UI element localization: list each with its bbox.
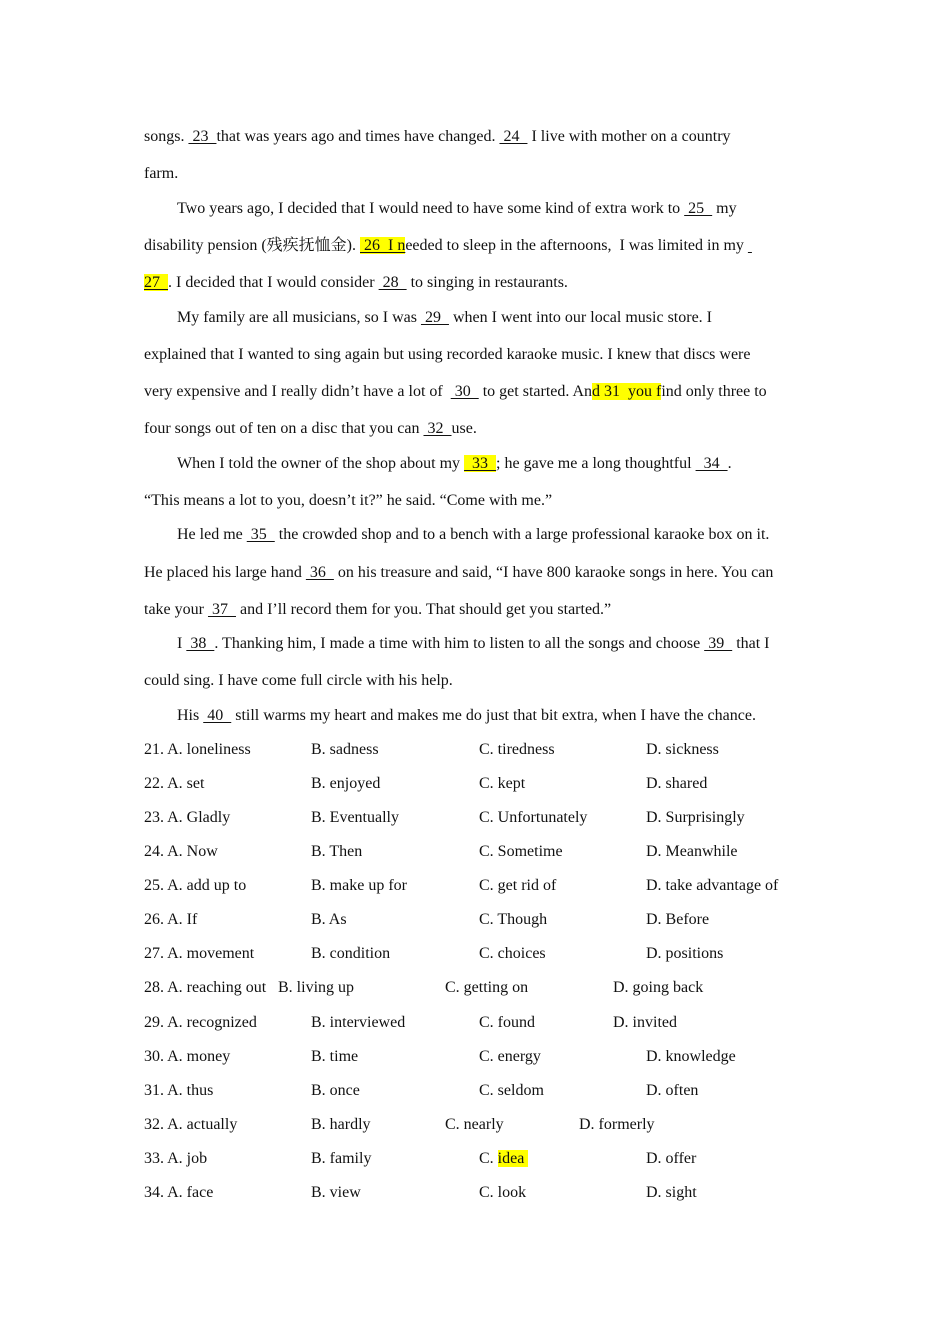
passage-line: Two years ago, I decided that I would need to have some kind of extra work to 25 my — [177, 200, 737, 217]
option-text: D. offer — [646, 1150, 697, 1167]
blank-32: 32 — [423, 420, 452, 437]
option-text: D. shared — [646, 775, 708, 792]
option-text: 25. A. add up to — [144, 877, 247, 894]
option-text: 30. A. money — [144, 1048, 231, 1065]
option-text: D. sickness — [646, 741, 719, 758]
option-text: D. often — [646, 1082, 699, 1099]
blank-26: 26 I n — [360, 237, 406, 254]
option-text: B. enjoyed — [311, 775, 381, 792]
option-text: C. found — [479, 1014, 535, 1031]
passage-line: disability pension (残疾抚恤金). 26 I needed to sleep in the afternoons, I was limited in my — [144, 237, 748, 254]
option-text: D. knowledge — [646, 1048, 736, 1065]
option-text: 32. A. actually — [144, 1116, 238, 1133]
option-text: B. view — [311, 1184, 361, 1201]
blank-31: d 31 you f — [592, 383, 662, 400]
option-text: C. seldom — [479, 1082, 544, 1099]
option-text: C. choices — [479, 945, 546, 962]
blank-40: 40 — [203, 707, 232, 724]
option-text: D. sight — [646, 1184, 697, 1201]
option-text: B. hardly — [311, 1116, 371, 1133]
passage-line: He placed his large hand 36 on his treasure and said, “I have 800 karaoke songs in here. You can — [144, 564, 774, 581]
option-text: D. Meanwhile — [646, 843, 738, 860]
blank-38: 38 — [186, 635, 215, 652]
option-text: 26. A. If — [144, 911, 198, 928]
blank-33: 33 — [464, 455, 497, 472]
passage-line: explained that I wanted to sing again but using recorded karaoke music. I knew that discs were — [144, 346, 751, 363]
option-text: C. idea — [479, 1150, 529, 1167]
option-text: B. As — [311, 911, 347, 928]
option-text: 24. A. Now — [144, 843, 218, 860]
blank-27: 27 — [144, 274, 168, 291]
option-text: 34. A. face — [144, 1184, 214, 1201]
passage-line: farm. — [144, 165, 179, 182]
option-text: B. make up for — [311, 877, 407, 894]
option-text: D. Before — [646, 911, 710, 928]
option-text: B. Eventually — [311, 809, 399, 826]
option-text: B. interviewed — [311, 1014, 406, 1031]
passage-line: take your 37 and I’ll record them for you. That should get you started.” — [144, 601, 612, 618]
passage-line: He led me 35 the crowded shop and to a bench with a large professional karaoke box on it. — [177, 526, 770, 543]
passage-line: four songs out of ten on a disc that you can 32 use. — [144, 420, 477, 437]
option-text: C. tiredness — [479, 741, 555, 758]
passage-line: very expensive and I really didn’t have a lot of 30 to get started. And 31 you find only three to — [144, 383, 767, 400]
option-text: C. Sometime — [479, 843, 563, 860]
blank-28: 28 — [378, 274, 407, 291]
option-text: 31. A. thus — [144, 1082, 214, 1099]
option-text: C. nearly — [445, 1116, 504, 1133]
option-text: B. condition — [311, 945, 391, 962]
blank-39: 39 — [704, 635, 733, 652]
passage-line: songs. 23 that was years ago and times have changed. 24 I live with mother on a country — [144, 128, 731, 145]
option-text: 33. A. job — [144, 1150, 208, 1167]
passage-line: 27 . I decided that I would consider 28 to singing in restaurants. — [144, 274, 568, 291]
option-text: D. going back — [613, 979, 704, 996]
blank-37: 37 — [207, 601, 236, 618]
option-highlight: idea — [497, 1150, 529, 1167]
option-text: D. formerly — [579, 1116, 655, 1133]
option-text: 22. A. set — [144, 775, 205, 792]
blank-30: 30 — [450, 383, 479, 400]
blank-23: 23 — [188, 128, 217, 145]
option-text: C. Though — [479, 911, 548, 928]
option-text: B. sadness — [311, 741, 379, 758]
passage-line: I 38 . Thanking him, I made a time with him to listen to all the songs and choose 39 that I — [177, 635, 770, 652]
passage-line: could sing. I have come full circle with his help. — [144, 672, 453, 689]
option-text: C. energy — [479, 1048, 541, 1065]
option-text: B. living up — [278, 979, 355, 996]
passage-line: His 40 still warms my heart and makes me do just that bit extra, when I have the chance. — [177, 707, 756, 724]
option-text: 29. A. recognized — [144, 1014, 257, 1031]
option-text: 28. A. reaching out — [144, 979, 267, 996]
option-text: B. family — [311, 1150, 372, 1167]
blank-24: 24 — [499, 128, 528, 145]
option-text: D. invited — [613, 1014, 677, 1031]
option-text: D. Surprisingly — [646, 809, 745, 826]
option-text: B. time — [311, 1048, 359, 1065]
option-text: D. positions — [646, 945, 724, 962]
option-text: D. take advantage of — [646, 877, 779, 894]
passage-line: “This means a lot to you, doesn’t it?” he said. “Come with me.” — [144, 492, 553, 509]
option-text: C. Unfortunately — [479, 809, 588, 826]
option-text: 23. A. Gladly — [144, 809, 231, 826]
blank-36: 36 — [305, 564, 334, 581]
option-text: 27. A. movement — [144, 945, 255, 962]
blank-34: 34 — [695, 455, 728, 472]
option-text: C. look — [479, 1184, 527, 1201]
passage-line: When I told the owner of the shop about my 33 ; he gave me a long thoughtful 34 . — [177, 455, 732, 472]
blank-35: 35 — [246, 526, 275, 543]
option-text: C. getting on — [445, 979, 529, 996]
option-text: B. Then — [311, 843, 363, 860]
option-text: 21. A. loneliness — [144, 741, 251, 758]
blank-25: 25 — [684, 200, 713, 217]
option-text: C. kept — [479, 775, 526, 792]
passage-line: My family are all musicians, so I was 29 when I went into our local music store. I — [177, 309, 712, 326]
blank-29: 29 — [420, 309, 449, 326]
option-text: C. get rid of — [479, 877, 557, 894]
option-text: B. once — [311, 1082, 360, 1099]
